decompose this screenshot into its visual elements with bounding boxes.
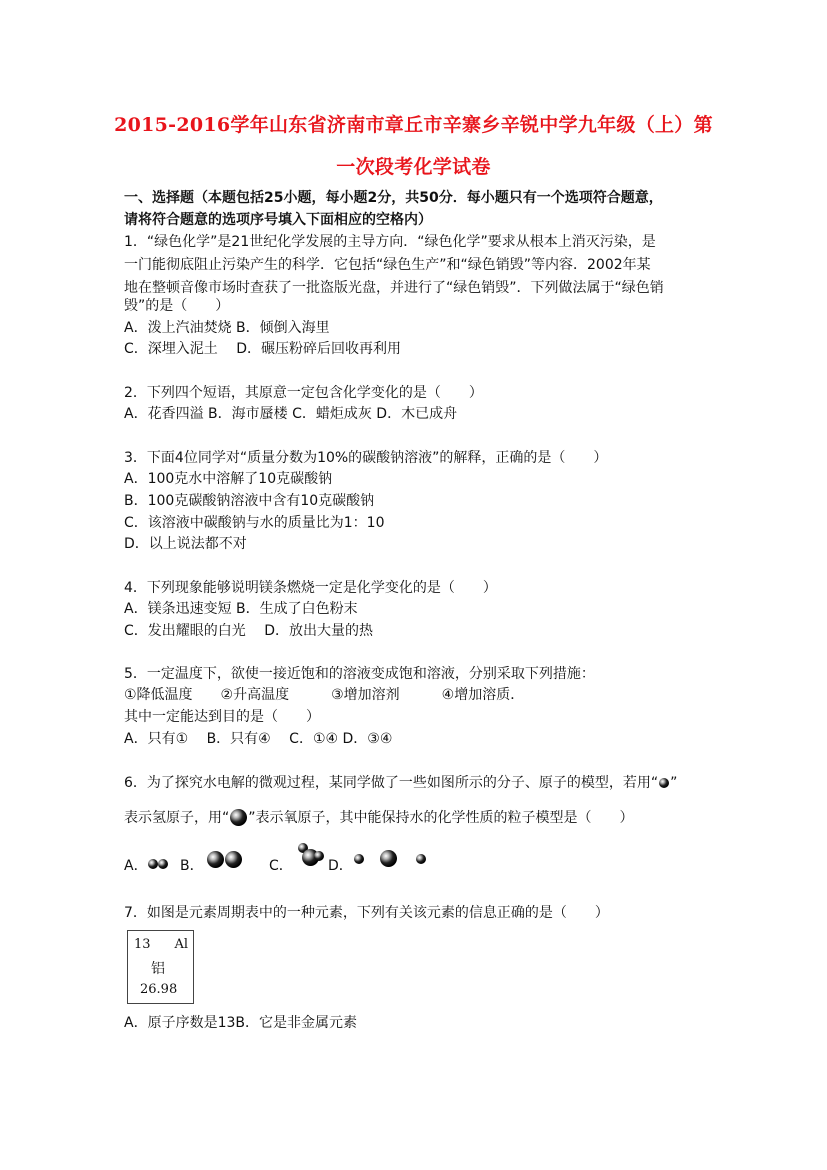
q5-measures: ①降低温度 ②升高温度 ③增加溶剂 ④增加溶质． [124,687,525,703]
q5-stem: 5．一定温度下，欲使一接近饱和的溶液变成饱和溶液，分别采取下列措施： [124,666,595,682]
hydrogen-atom-icon [658,777,670,789]
q1-stem-line1: 1．“绿色化学”是21世纪化学发展的主导方向．“绿色化学”要求从根本上消灭污染，是 [124,234,656,250]
exam-title-line2: 一次段考化学试卷 [336,156,491,178]
q6-stem-line1 [124,773,677,793]
q3-stem: 3．下面4位同学对“质量分数为10%的碳酸钠溶液”的解释，正确的是（ ） [124,450,608,466]
q3-option-c: C．该溶液中碳酸钠与水的质量比为1：10 [124,515,385,531]
molecule-c-icon [294,843,326,871]
molecule-b-icon [207,849,245,869]
molecule-a-icon [148,858,172,870]
q6-stem-text3: ”表示氧原子，其中能保持水的化学性质的粒子模型是（ ） [248,810,634,826]
molecule-d-icon [352,848,432,868]
q5-options: A．只有① B．只有④ C．①④ D．③④ [124,731,393,747]
q6-option-a-label: A． [124,858,148,874]
q4-options-cd: C．发出耀眼的白光 D．放出大量的热 [124,623,374,639]
q1-stem-line4: 毁”的是（ ） [124,298,230,314]
q2-stem: 2．下列四个短语，其原意一定包含化学变化的是（ ） [124,385,483,401]
q7-stem: 7．如图是元素周期表中的一种元素，下列有关该元素的信息正确的是（ ） [124,905,609,921]
element-atomic-mass: 26.98 [140,982,178,997]
q1-options-ab: A．泼上汽油焚烧 B．倾倒入海里 [124,320,330,336]
q6-option-b-label: B． [180,858,204,874]
q6-stem-text: 6．为了探究水电解的微观过程，某同学做了一些如图所示的分子、原子的模型，若用“ [124,775,659,791]
q1-options-cd: C．深埋入泥土 D．碾压粉碎后回收再利用 [124,341,402,357]
element-name: 铝 [151,961,165,977]
q3-option-b: B．100克碳酸钠溶液中含有10克碳酸钠 [124,493,375,509]
element-atomic-number: 13 [134,937,151,952]
exam-title-line1: 2015-2016学年山东省济南市章丘市辛寨乡辛锐中学九年级（上）第 [114,114,713,136]
q7-options-ab: A．原子序数是13B．它是非金属元素 [124,1015,357,1031]
q6-stem-quote: ” [670,775,678,791]
q4-stem: 4．下列现象能够说明镁条燃烧一定是化学变化的是（ ） [124,580,497,596]
q5-question: 其中一定能达到目的是（ ） [124,709,320,725]
q2-options: A．花香四溢 B．海市蜃楼 C．蜡炬成灰 D．木已成舟 [124,406,458,422]
oxygen-atom-icon [229,809,248,828]
section-heading: 一、选择题（本题包括25小题，每小题2分，共50分．每小题只有一个选项符合题意， [124,190,663,206]
q3-option-d: D．以上说法都不对 [124,536,247,552]
q1-stem-line3: 地在整顿音像市场时查获了一批盗版光盘，并进行了“绿色销毁”．下列做法属于“绿色销 [124,280,664,296]
q6-stem-text2: 表示氢原子，用“ [124,810,230,826]
periodic-element-card [127,930,194,1004]
element-symbol: Al [174,937,188,952]
q3-option-a: A．100克水中溶解了10克碳酸钠 [124,471,333,487]
q6-option-c-label: C． [269,858,293,874]
q6-stem-line2 [124,808,634,828]
section-heading-cont: 请将符合题意的选项序号填入下面相应的空格内） [124,212,432,228]
q4-options-ab: A．镁条迅速变短 B．生成了白色粉末 [124,601,358,617]
q1-stem-line2: 一门能彻底阻止污染产生的科学．它包括“绿色生产”和“绿色销毁”等内容．2002年某 [124,257,651,273]
q6-option-d-label: D． [328,858,353,874]
